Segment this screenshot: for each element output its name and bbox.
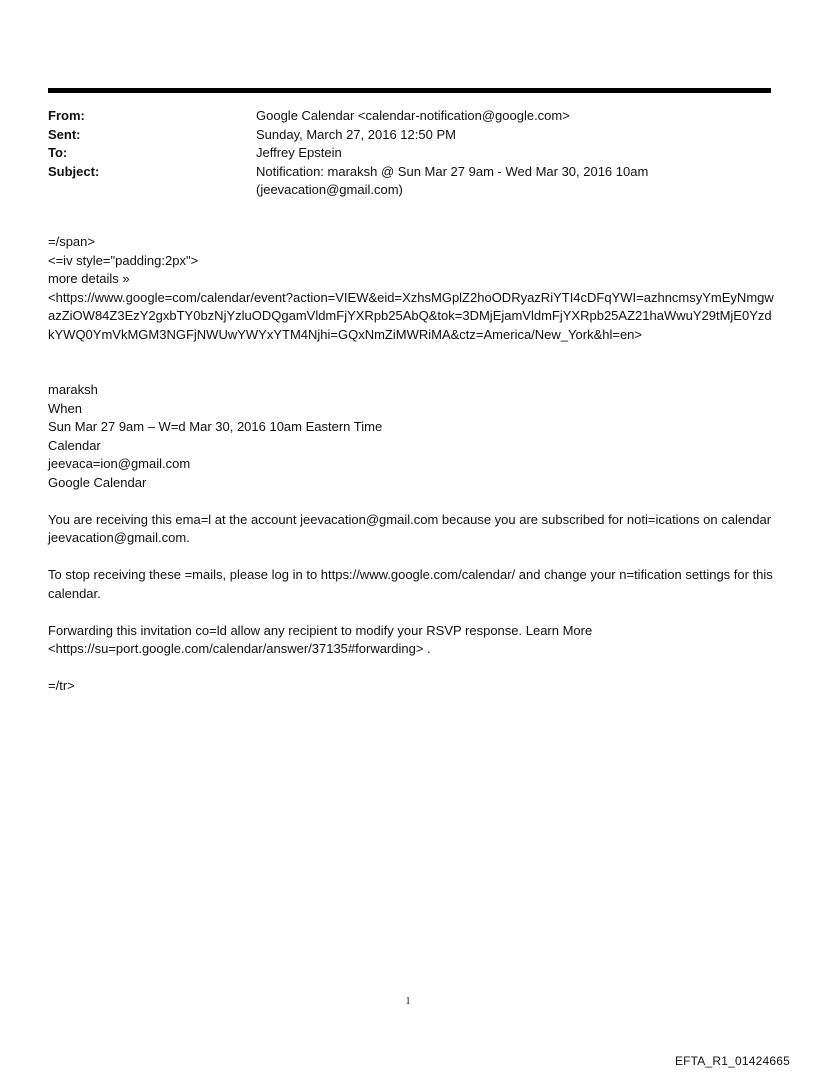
sent-row [48,126,768,145]
page-number: 1 [405,996,411,1007]
forwarding-notice: Forwarding this invitation co=ld allow any recipient to modify your RSVP response. Learn More [48,622,593,638]
email-body [48,233,778,696]
from-value: Google Calendar <calendar-notification@google.com> [256,108,570,123]
event-details-url[interactable]: <https://www.google=com/calendar/event?action=VIEW&eid=XzhsMGplZ2hoODRyazRiYTI4cDFqYWI=azhncmsyYmEyNmgwazZiOW84Z3EzY2gxbTY0bzNjYzluODQgamVldmFjYXRpb25AbQ&tok=3DMjEjamVldmFjYXRpb25AZ21haWwuY29tMjE0YzdkYWQ0YmVkMGM3NGFjNWUwYWYxYTM4Njhi=GQxNmZiMWRiMA&ctz=America/New_York&hl=en> [48,289,774,342]
header-rule [48,88,771,93]
tr-close-text: =/tr> [48,678,75,693]
google-calendar-text: Google Calendar [48,474,147,490]
from-label: From: [48,108,85,123]
subject-value [256,163,768,200]
subject-label: Subject: [48,163,100,179]
div-open-text: <=iv style="padding:2px"> [48,252,199,268]
more-details-link[interactable]: more details » [48,271,130,286]
forwarding-url[interactable]: <https://su=port.google.com/calendar/answer/37135#forwarding> . [48,641,431,656]
sent-value: Sunday, March 27, 2016 12:50 PM [256,126,456,142]
subject-line-1: Notification: maraksh @ Sun Mar 27 9am - Wed Mar 30, 2016 10am [256,163,649,179]
document-id: EFTA_R1_01424665 [674,1054,790,1068]
sent-label: Sent: [48,126,81,142]
receiving-notice: You are receiving this ema=l at the account jeevacation@gmail.com because you are subscribed for noti=ications on calendar jeevacation@gmail.com. [48,511,772,545]
calendar-label: Calendar [48,437,101,453]
calendar-value: jeevaca=ion@gmail.com [48,456,191,471]
from-row [48,107,768,126]
when-value: Sun Mar 27 9am – W=d Mar 30, 2016 10am Eastern Time [48,419,383,434]
when-label: When [48,400,82,416]
event-name: maraksh [48,382,98,397]
to-value: Jeffrey Epstein [256,145,342,160]
to-label: To: [48,145,68,160]
subject-line-2: (jeevacation@gmail.com) [256,182,403,197]
stop-notice: To stop receiving these =mails, please log in to https://www.google.com/calendar/ and change your n=tification settings for this calendar. [48,567,773,601]
email-header [48,107,768,200]
to-row [48,144,768,163]
span-close-text: =/span> [48,234,95,249]
subject-row [48,163,768,200]
